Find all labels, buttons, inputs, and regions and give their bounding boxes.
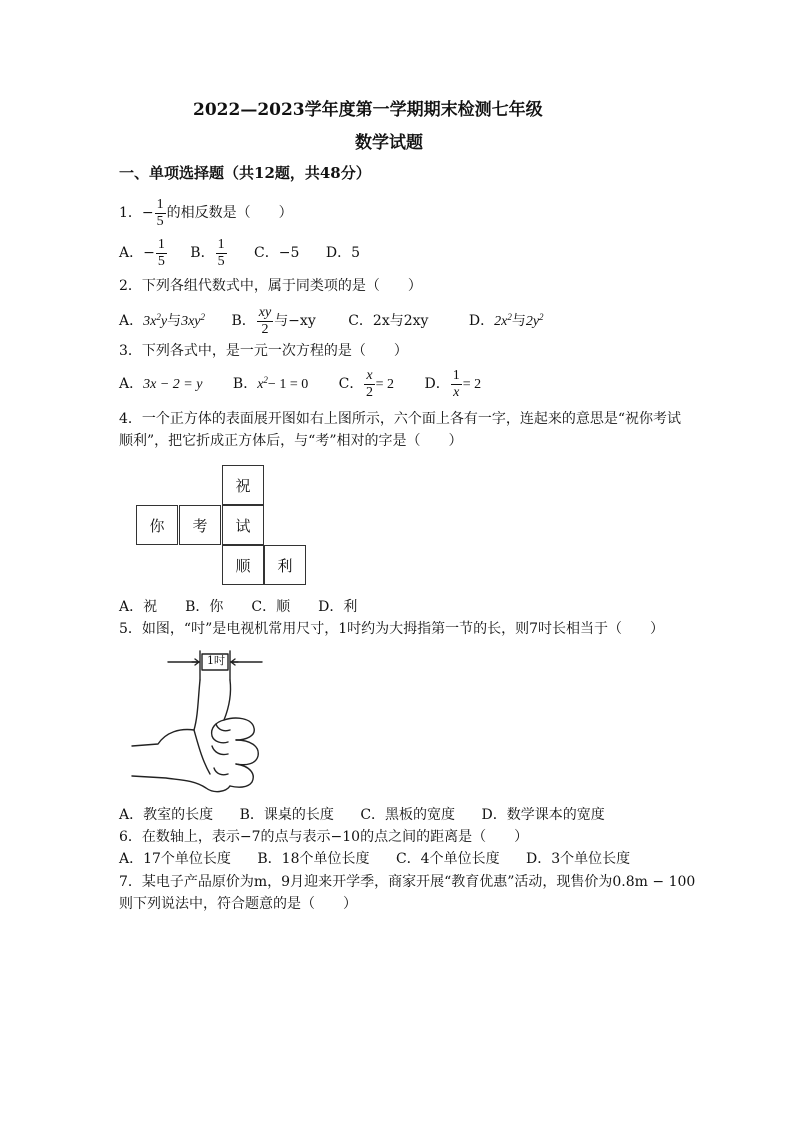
net-face-li: 利 <box>264 545 306 585</box>
q3-option-b: B．$x^2- 1 = 0$ <box>232 375 309 392</box>
question-4-line-2: 顺利”，把它折成正方体后，与“考”相对的字是（ ） <box>119 433 463 449</box>
exam-title: 2022—2023学年度第一学期期末检测七年级 <box>193 100 543 120</box>
net-face-shi: 试 <box>222 505 264 545</box>
q4-options: A．祝 B．你 C．顺 D．利 <box>119 599 358 615</box>
q6-option-b: B．18个单位长度 <box>257 851 370 867</box>
question-5: 5．如图，“吋”是电视机常用尺寸，1吋约为大拇指第一节的长，则7吋长相当于（ ） <box>119 621 665 637</box>
q6-option-a: A．17个单位长度 <box>119 851 231 867</box>
question-6: 6．在数轴上，表示−7的点与表示−10的点之间的距离是（ ） <box>119 829 529 845</box>
question-4-line-1: 4．一个正方体的表面展开图如右上图所示，六个面上各有一字，连起来的意思是“祝你考试 <box>119 411 682 427</box>
q2-option-a: A．$3x^2y$与$3xy^2$ <box>119 312 205 329</box>
question-3: 3．下列各式中，是一元一次方程的是（ ） <box>119 343 408 359</box>
q6-option-c: C．4个单位长度 <box>395 851 500 867</box>
question-1 <box>119 196 293 230</box>
q1-stem: 的相反数是（ ） <box>166 205 293 221</box>
section-heading: 一、单项选择题（共12题，共48分） <box>119 164 371 182</box>
q5-option-b: B．课桌的长度 <box>239 807 334 823</box>
q6-options <box>119 850 630 868</box>
net-face-ni: 你 <box>136 505 178 545</box>
q1-option-a: A．− $\frac{1}{5}$ <box>119 236 165 269</box>
q5-option-c: C．黑板的宽度 <box>360 807 456 823</box>
thumb-inch-figure <box>128 648 268 798</box>
q1-option-c: C．−5 <box>254 245 300 261</box>
q1-option-d: D．5 <box>325 245 360 261</box>
q3-option-d: D． $\frac{1}{x}$ = 2 <box>424 367 482 400</box>
question-7-line-1: 7．某电子产品原价为m，9月迎来开学季，商家开展“教育优惠”活动，现售价为0.8m − 100 <box>119 874 696 890</box>
q3-option-a: A．3x − 2 = y <box>119 376 203 392</box>
exam-subtitle: 数学试题 <box>355 133 423 153</box>
question-7-line-2: 则下列说法中，符合题意的是（ ） <box>119 896 357 912</box>
q5-option-a: A．教室的长度 <box>119 807 214 823</box>
q5-options <box>119 806 605 824</box>
q5-option-d: D．数学课本的宽度 <box>481 807 605 823</box>
q3-option-c: C． $\frac{x}{2}$ = 2 <box>338 367 395 400</box>
q1-number: 1． <box>119 205 142 221</box>
q1-option-b: B． $\frac{1}{5}$ <box>190 236 225 269</box>
q2-options <box>119 304 544 339</box>
q1-fraction: $\frac{1}{5}$ <box>156 196 164 229</box>
thumb-inch-label: 1吋 <box>207 654 225 667</box>
q2-option-b: B． $\frac{xy}{2}$ 与−xy <box>231 304 316 337</box>
q2-option-c: C．2x与2xy <box>348 313 429 329</box>
q2-option-d: D．$2x^2$与$2y^2$ <box>468 312 544 329</box>
net-face-shun: 顺 <box>222 545 264 585</box>
q3-options <box>119 367 481 402</box>
net-face-zhu: 祝 <box>222 465 264 505</box>
net-face-kao: 考 <box>179 505 221 545</box>
q1-options <box>119 236 360 270</box>
q6-option-d: D．3个单位长度 <box>526 851 631 867</box>
q1-minus: − <box>141 205 154 221</box>
question-2: 2．下列各组代数式中，属于同类项的是（ ） <box>119 278 422 294</box>
